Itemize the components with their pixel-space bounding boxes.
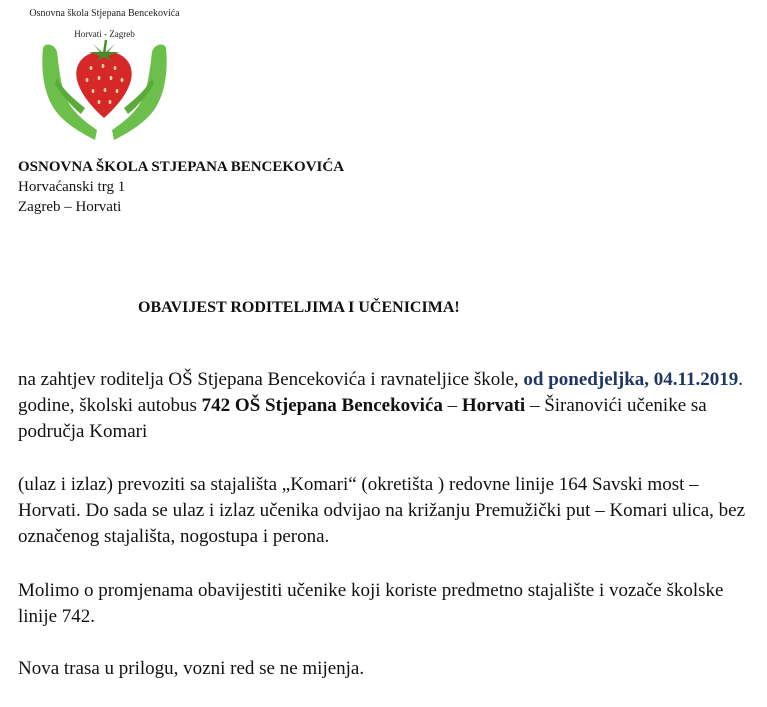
p1-dash: –: [442, 395, 462, 416]
p1-place: Horvati: [461, 395, 526, 416]
p1-text-1: na zahtjev roditelja OŠ Stjepana Bencekovića i ravnateljice škole,: [18, 369, 524, 390]
p1-text-2: . godine, školski autobus: [18, 369, 744, 416]
paragraph-stop-details: (ulaz i izlaz) prevoziti sa stajališta „Komari“ (okretišta ) redovne linije 164 Savski most – Horvati. Do sada se ulaz i izlaz učenika odvijao na križanju Premužički put – Komari ulica, bez označenog stajališta, nogostupa i perona.: [18, 474, 746, 547]
logo-school-name: Osnovna škola Stjepana Bencekovića: [29, 8, 180, 19]
school-city: Zagreb – Horvati: [18, 199, 122, 215]
paragraph-route-note: Nova trasa u prilogu, vozni red se ne mijenja.: [18, 658, 365, 679]
paragraph-announcement: [18, 367, 758, 445]
school-street: Horvaćanski trg 1: [18, 179, 126, 195]
school-logo: [22, 4, 187, 142]
p1-text-3: – Širanovići učenike sa područja Komari: [18, 395, 707, 442]
p1-date: od ponedjeljka, 04.11.2019: [523, 369, 739, 390]
logo-location: Horvati - Zagreb: [74, 29, 135, 39]
paragraph-request: Molimo o promjenama obavijestiti učenike koji koriste predmetno stajalište i vozače školske linije 742.: [18, 580, 724, 627]
school-address-block: [18, 157, 344, 217]
notice-title: OBAVIJEST RODITELJIMA I UČENICIMA!: [138, 299, 460, 316]
p1-bus: 742 OŠ Stjepana Bencekovića: [201, 395, 443, 416]
school-name: OSNOVNA ŠKOLA STJEPANA BENCEKOVIĆA: [18, 159, 345, 175]
strawberry-hands-icon: [37, 38, 172, 142]
